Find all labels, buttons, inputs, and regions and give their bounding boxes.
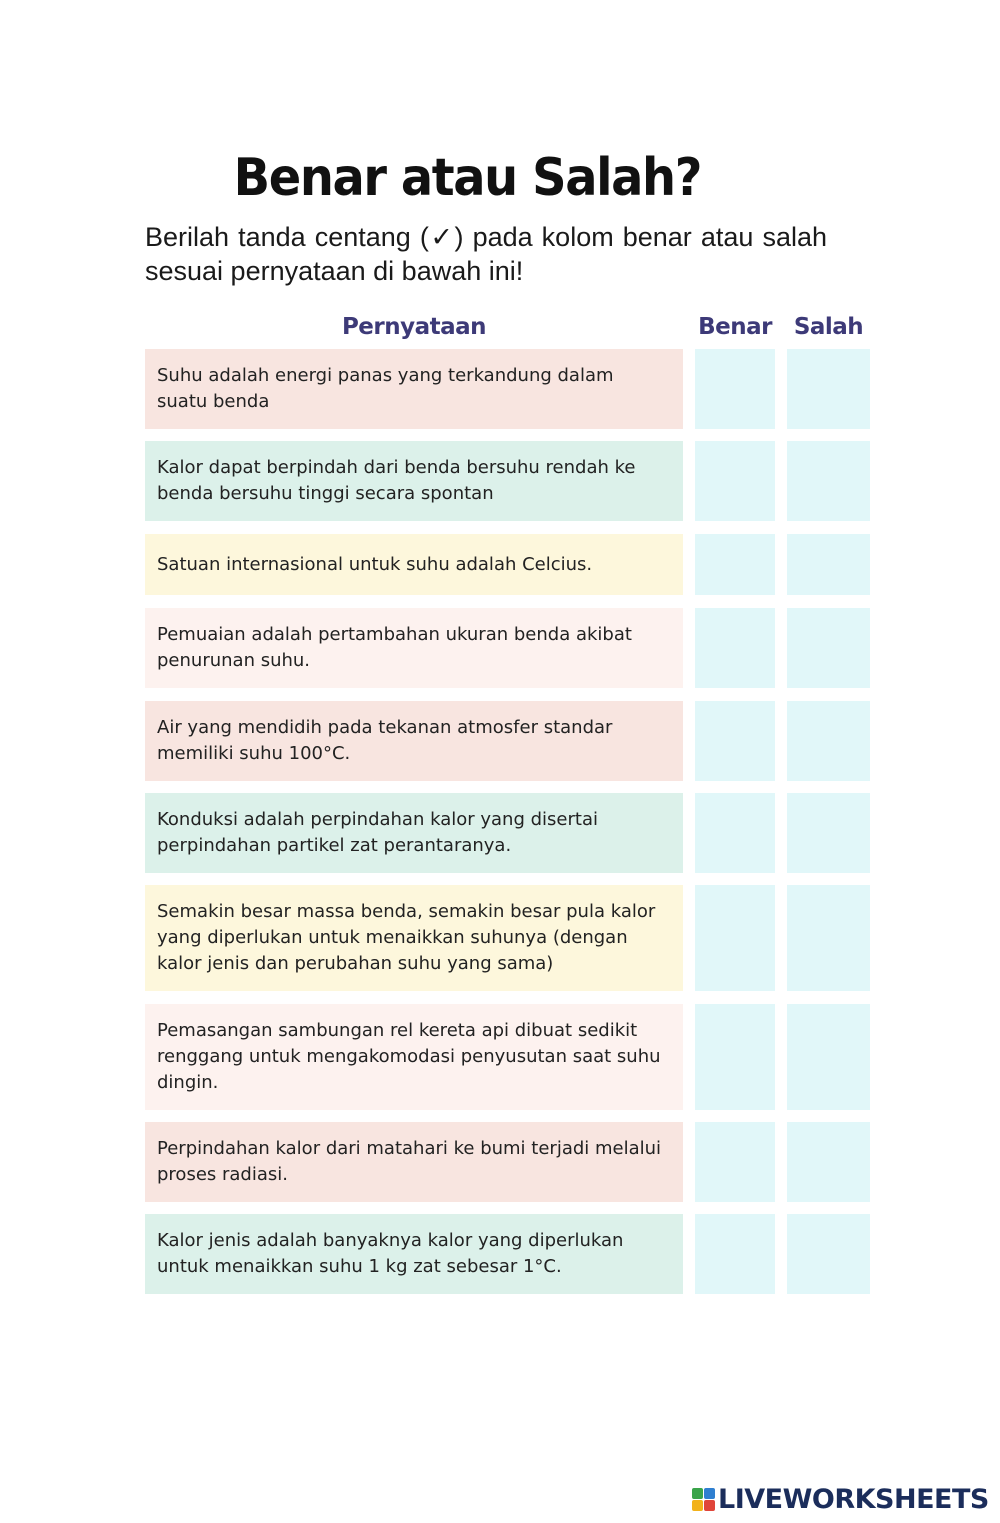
statement-row bbox=[145, 1214, 870, 1294]
instruction-text: Berilah tanda centang (✓) pada kolom benar atau salah sesuai pernyataan di bawah ini! bbox=[145, 222, 827, 286]
false-answer-box[interactable] bbox=[787, 701, 870, 781]
false-answer-box[interactable] bbox=[787, 534, 870, 595]
true-answer-box[interactable] bbox=[695, 885, 775, 991]
false-answer-box[interactable] bbox=[787, 441, 870, 521]
column-header-true: Benar bbox=[698, 314, 772, 340]
true-answer-box[interactable] bbox=[695, 349, 775, 429]
brand-name: LIVEWORKSHEETS bbox=[718, 1483, 989, 1515]
statement-text: Konduksi adalah perpindahan kalor yang disertai perpindahan partikel zat perantaranya. bbox=[145, 793, 683, 873]
true-answer-box[interactable] bbox=[695, 793, 775, 873]
statement-row bbox=[145, 441, 870, 521]
true-answer-box[interactable] bbox=[695, 441, 775, 521]
true-answer-box[interactable] bbox=[695, 701, 775, 781]
false-answer-box[interactable] bbox=[787, 1122, 870, 1202]
liveworksheets-logo bbox=[692, 1482, 989, 1516]
true-answer-box[interactable] bbox=[695, 608, 775, 688]
false-answer-box[interactable] bbox=[787, 1214, 870, 1294]
statement-row bbox=[145, 1122, 870, 1202]
false-answer-box[interactable] bbox=[787, 1004, 870, 1110]
true-answer-box[interactable] bbox=[695, 1214, 775, 1294]
statement-text: Perpindahan kalor dari matahari ke bumi terjadi melalui proses radiasi. bbox=[145, 1122, 683, 1202]
true-answer-box[interactable] bbox=[695, 1004, 775, 1110]
false-answer-box[interactable] bbox=[787, 608, 870, 688]
true-answer-box[interactable] bbox=[695, 534, 775, 595]
statement-text: Kalor dapat berpindah dari benda bersuhu rendah ke benda bersuhu tinggi secara spontan bbox=[145, 441, 683, 521]
statement-text: Pemuaian adalah pertambahan ukuran benda akibat penurunan suhu. bbox=[145, 608, 683, 688]
statement-row bbox=[145, 608, 870, 688]
statement-text: Semakin besar massa benda, semakin besar pula kalor yang diperlukan untuk menaikkan suhunya (dengan kalor jenis dan perubahan suhu yang sama) bbox=[145, 885, 683, 991]
true-answer-box[interactable] bbox=[695, 1122, 775, 1202]
statement-row bbox=[145, 534, 870, 595]
statement-row bbox=[145, 701, 870, 781]
statement-row bbox=[145, 349, 870, 429]
false-answer-box[interactable] bbox=[787, 793, 870, 873]
statement-text: Satuan internasional untuk suhu adalah Celcius. bbox=[145, 534, 683, 595]
false-answer-box[interactable] bbox=[787, 349, 870, 429]
page-title: Benar atau Salah? bbox=[233, 148, 702, 208]
liveworksheets-logo-icon bbox=[692, 1488, 715, 1511]
statement-text: Kalor jenis adalah banyaknya kalor yang diperlukan untuk menaikkan suhu 1 kg zat sebesar 1°C. bbox=[145, 1214, 683, 1294]
statement-row bbox=[145, 1004, 870, 1110]
column-header-statement: Pernyataan bbox=[341, 314, 487, 340]
statement-row bbox=[145, 885, 870, 991]
statement-text: Pemasangan sambungan rel kereta api dibuat sedikit renggang untuk mengakomodasi penyusutan saat suhu dingin. bbox=[145, 1004, 683, 1110]
statement-row bbox=[145, 793, 870, 873]
column-header-false: Salah bbox=[793, 314, 864, 340]
statement-text: Suhu adalah energi panas yang terkandung dalam suatu benda bbox=[145, 349, 683, 429]
statement-text: Air yang mendidih pada tekanan atmosfer standar memiliki suhu 100°C. bbox=[145, 701, 683, 781]
false-answer-box[interactable] bbox=[787, 885, 870, 991]
